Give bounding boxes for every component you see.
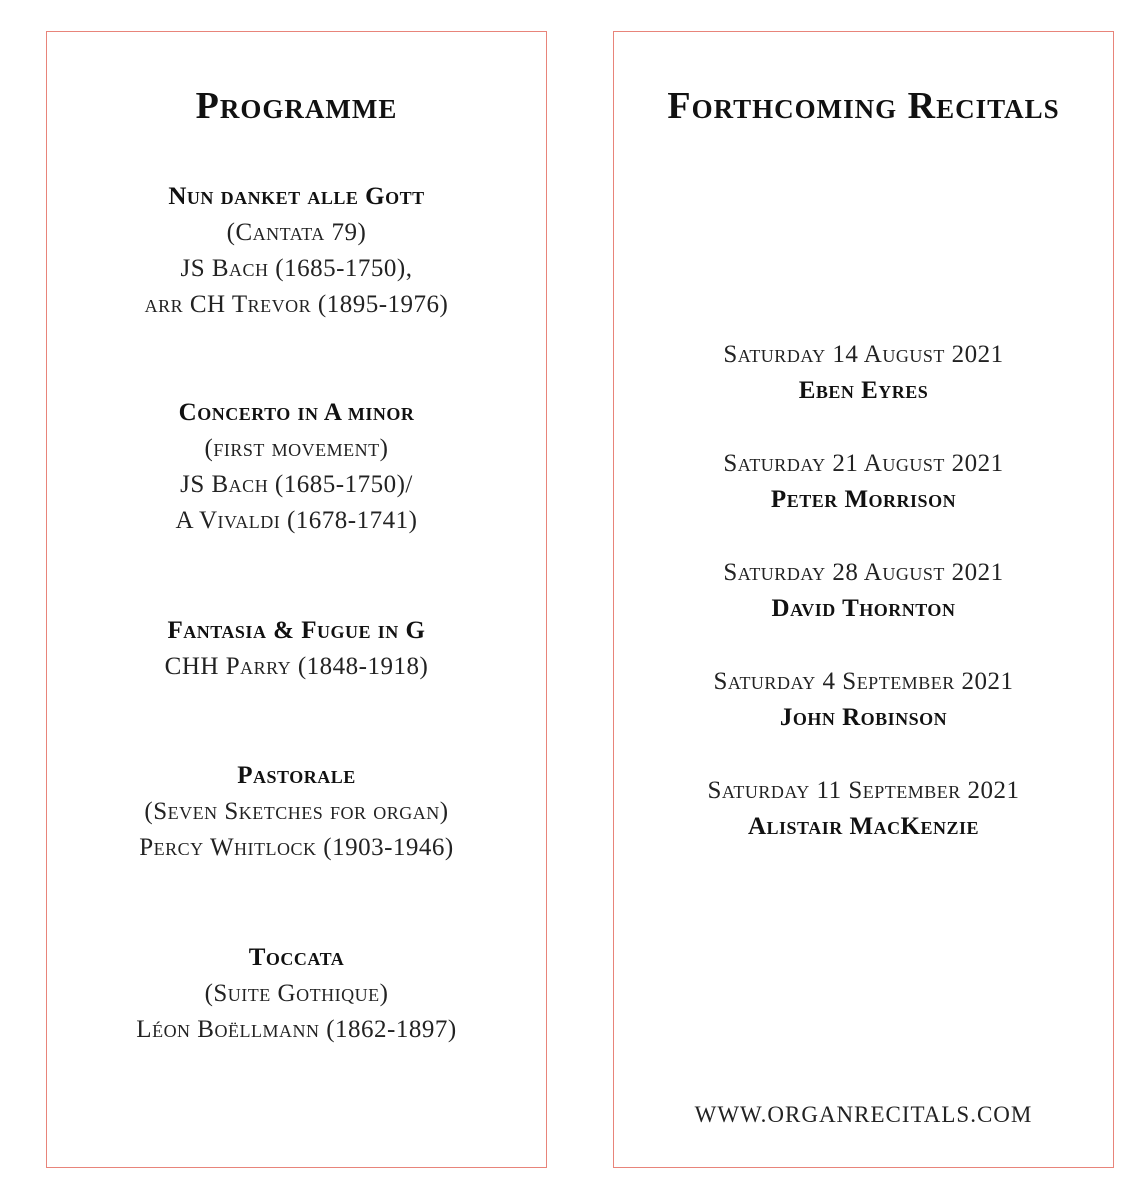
recital-performer: David Thornton xyxy=(771,595,956,622)
recital-performer: Peter Morrison xyxy=(770,486,957,513)
recitals-panel xyxy=(613,31,1114,1168)
piece-detail: (Seven Sketches for organ) xyxy=(144,798,449,825)
recital-item xyxy=(614,773,1113,845)
piece-title: Concerto in A minor xyxy=(178,399,415,426)
recital-performer: Alistair MacKenzie xyxy=(747,813,980,840)
programme-piece xyxy=(47,758,546,866)
piece-detail: (Cantata 79) xyxy=(226,219,367,246)
recital-date: Saturday 28 August 2021 xyxy=(723,559,1004,586)
piece-composer: CHH Parry (1848-1918) xyxy=(164,653,429,680)
programme-panel xyxy=(46,31,547,1168)
recital-item xyxy=(614,664,1113,736)
piece-title: Fantasia & Fugue in G xyxy=(167,617,426,644)
recital-performer: John Robinson xyxy=(779,704,948,731)
piece-composer: JS Bach (1685-1750), xyxy=(180,255,413,282)
piece-title: Toccata xyxy=(248,944,345,971)
programme-piece xyxy=(47,940,546,1048)
recital-performer: Eben Eyres xyxy=(798,377,929,404)
recital-item xyxy=(614,555,1113,627)
piece-composer: A Vivaldi (1678-1741) xyxy=(175,507,418,534)
piece-title: Pastorale xyxy=(237,762,356,789)
recital-date: Saturday 4 September 2021 xyxy=(713,668,1014,695)
recital-date: Saturday 14 August 2021 xyxy=(723,341,1004,368)
recital-date: Saturday 11 September 2021 xyxy=(707,777,1020,804)
recital-item xyxy=(614,446,1113,518)
programme-heading: Programme xyxy=(195,85,398,127)
website-url: WWW.ORGANRECITALS.COM xyxy=(694,1102,1033,1127)
programme-piece xyxy=(47,179,546,323)
programme-piece xyxy=(47,613,546,685)
piece-composer: Léon Boëllmann (1862-1897) xyxy=(136,1016,457,1043)
piece-detail: (Suite Gothique) xyxy=(204,980,389,1007)
recital-item xyxy=(614,337,1113,409)
piece-arranger: arr CH Trevor (1895-1976) xyxy=(144,291,449,318)
piece-composer: Percy Whitlock (1903-1946) xyxy=(139,834,454,861)
programme-piece xyxy=(47,395,546,539)
recitals-heading: Forthcoming Recitals xyxy=(667,85,1060,127)
recital-date: Saturday 21 August 2021 xyxy=(723,450,1004,477)
piece-title: Nun danket alle Gott xyxy=(168,183,425,210)
piece-composer: JS Bach (1685-1750)/ xyxy=(180,471,413,498)
piece-detail: (first movement) xyxy=(204,435,389,462)
